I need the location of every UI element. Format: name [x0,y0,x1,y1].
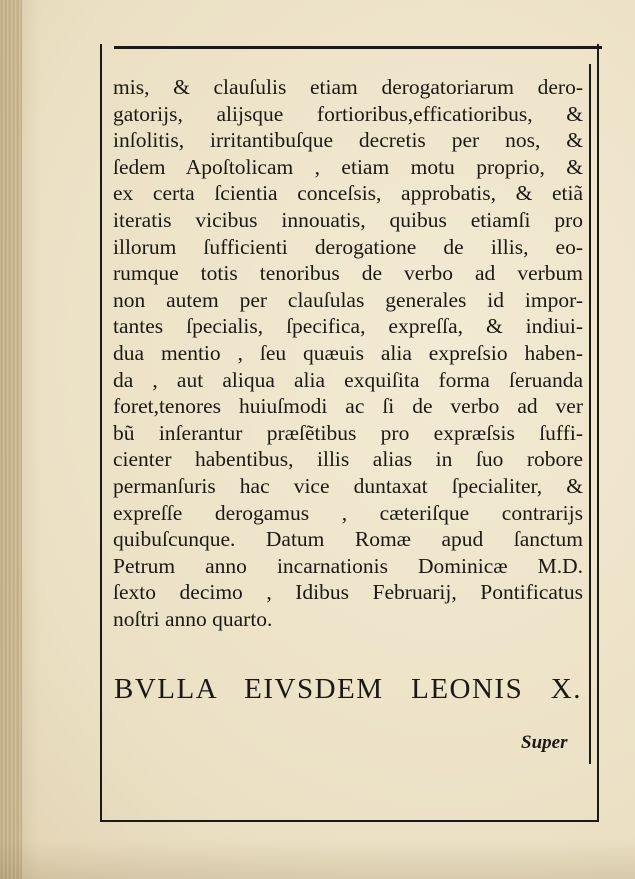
text-line: cienter habentibus, illis alias in ſuo robore [113,447,583,472]
text-line: inſolitis, irritantibuſque decretis per nos, & [113,128,583,153]
right-rule [589,64,591,764]
text-line: da , aut aliqua alia exquiſita forma ſeruanda [113,367,583,392]
text-line: rumque totis tenoribus de verbo ad verbum [113,261,583,286]
text-line: bũ inſerantur præſẽtibus pro expræſsis ſuffi- [113,420,583,445]
text-line: expreſſe derogamus , cæteriſque contrarijs [113,500,583,525]
text-line: permanſuris hac vice duntaxat ſpecialiter, & [113,473,583,498]
text-line: illorum ſufficienti derogatione de illis, eo- [113,234,583,259]
page-gutter [0,0,22,879]
text-line: non autem per clauſulas generales id impor- [113,287,583,312]
text-line: foret,tenores huiuſmodi ac ſi de verbo ad ver [113,394,583,419]
body-text [113,74,583,632]
text-line: ex certa ſcientia conceſsis, approbatis, & etiã [113,181,583,206]
text-line: gatorijs, alijsque fortioribus,efficatioribus, & [113,101,583,126]
text-line: ſexto decimo , Idibus Februarij, Pontificatus [113,580,583,605]
text-line: noſtri anno quarto. [113,606,273,631]
text-line: mis, & clauſulis etiam derogatoriarum dero- [113,75,583,99]
page-shadow [0,840,635,879]
catchword: Super [521,732,568,753]
text-line: Petrum anno incarnationis Dominicæ M.D. [113,553,583,578]
text-line: tantes ſpecialis, ſpecifica, expreſſa, & indiui- [113,314,583,339]
text-line: ſedem Apoſtolicam , etiam motu proprio, & [113,154,583,179]
text-line: iteratis vicibus innouatis, quibus etiamſi pro [113,207,583,232]
section-heading: BVLLA EIVSDEM LEONIS X. [114,673,582,705]
text-line: dua mentio , ſeu quæuis alia expreſsio haben- [113,340,583,365]
text-line: quibuſcunque. Datum Romæ apud ſanctum [113,527,583,552]
top-rule [114,46,602,49]
